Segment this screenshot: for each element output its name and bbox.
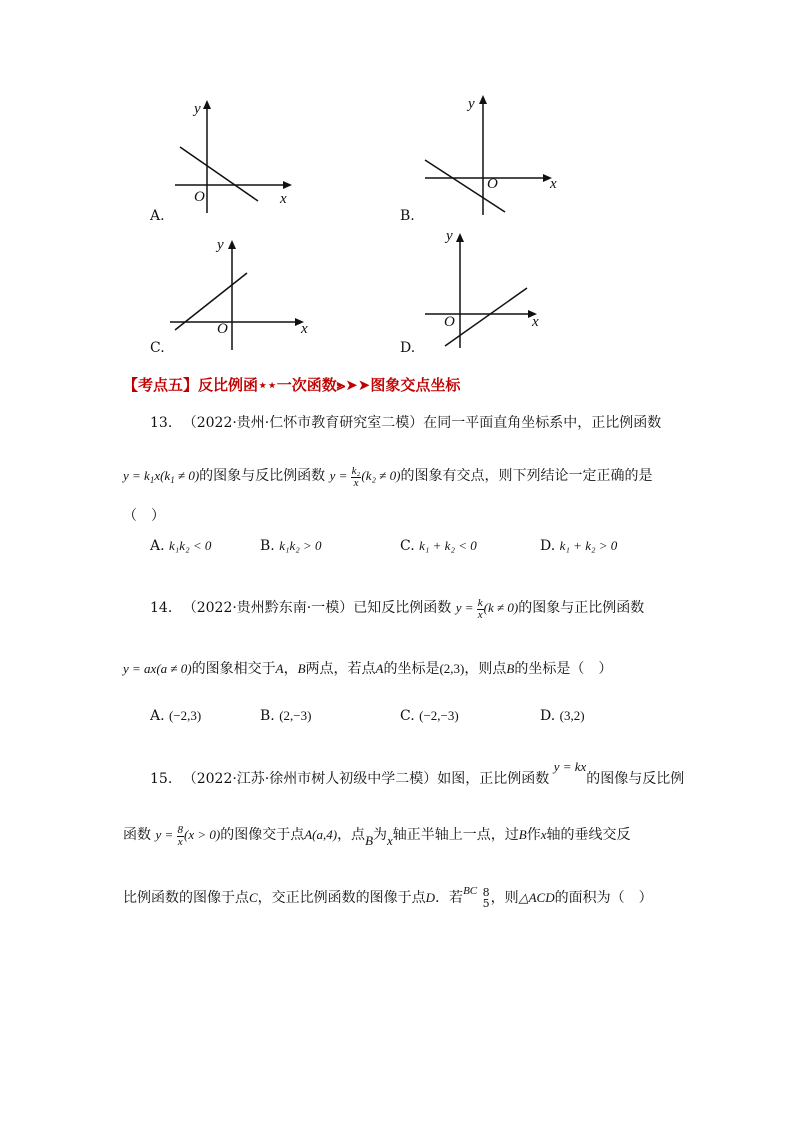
origin-label: O bbox=[194, 189, 205, 205]
q14-line1: 14. （2022·贵州黔东南·一模）已知反比例函数 y = $\frac{k}{x}$ (k ≠ 0)的图象与正比例函数 bbox=[150, 596, 645, 621]
q13-option-c[interactable]: C. k₁ + k₂ < 0 bbox=[400, 538, 477, 554]
q13-number: 13. bbox=[150, 415, 173, 431]
origin-label: O bbox=[444, 314, 455, 330]
graph-b-svg bbox=[410, 90, 570, 225]
q14-line2: y = ax(a ≠ 0)的图象相交于A，B两点，若点A的坐标是(2,3)，则点B的坐标是（ ） bbox=[123, 661, 613, 677]
q14-option-b[interactable]: B. (2,−3) bbox=[260, 708, 312, 724]
q13-text1: 在同一平面直角坐标系中，正比例函数 bbox=[423, 415, 662, 431]
x-axis-label: x bbox=[301, 321, 308, 337]
q14-f1: y = $\frac{k}{x}$ (k ≠ 0) bbox=[455, 596, 519, 621]
q15-line2: 函数 y = $\frac{8}{x}$ (x > 0)的图像交于点A(a,4)，点B为x轴正半轴上一点，过B作x轴的垂线交反 bbox=[123, 823, 631, 848]
y-axis-label: y bbox=[446, 228, 453, 244]
q13-source: （2022·贵州·仁怀市教育研究室二模） bbox=[182, 415, 424, 431]
y-axis-label: y bbox=[217, 237, 224, 253]
q13-f2: y = $\frac{\text{k₂}}{x}$ (k₂ ≠ 0) bbox=[329, 464, 401, 489]
option-c-label: C. bbox=[150, 340, 165, 356]
q14-option-d[interactable]: D. (3,2) bbox=[540, 708, 585, 724]
q14-source: （2022·贵州黔东南·一模） bbox=[182, 600, 354, 616]
graph-c bbox=[165, 235, 315, 355]
option-a-label: A. bbox=[150, 208, 165, 224]
q13-paren: （ ） bbox=[123, 508, 165, 524]
origin-label: O bbox=[217, 321, 228, 337]
q15-line1: 15. （2022·江苏·徐州市树人初级中学二模）如图，正比例函数 y = kx的图像与反比例 bbox=[150, 759, 685, 787]
q13-option-d[interactable]: D. k₁ + k₂ > 0 bbox=[540, 538, 618, 554]
graph-a bbox=[140, 95, 310, 225]
origin-label: O bbox=[487, 176, 498, 192]
option-d-label: D. bbox=[400, 340, 416, 356]
q15-f2: y = $\frac{8}{x}$ (x > 0) bbox=[155, 823, 221, 848]
graph-d bbox=[420, 228, 570, 353]
x-axis-label: x bbox=[280, 191, 287, 207]
y-axis-label: y bbox=[194, 101, 201, 117]
q15-line3: 比例函数的图像于点C，交正比例函数的图像于点D．若$^{BC}$ 8 5 ，则△ACD的面积为（ ） bbox=[123, 885, 653, 910]
q15-source: （2022·江苏·徐州市树人初级中学二模） bbox=[182, 771, 438, 787]
q13-option-a[interactable]: A. k₁k₂ < 0 bbox=[150, 538, 212, 554]
option-b-label: B. bbox=[400, 208, 415, 224]
graph-b bbox=[410, 90, 570, 225]
q14-option-a[interactable]: A. (−2,3) bbox=[150, 708, 202, 724]
q13-text3: 的图象有交点，则下列结论一定正确的是 bbox=[400, 468, 653, 484]
q13-option-b[interactable]: B. k₁k₂ > 0 bbox=[260, 538, 322, 554]
graph-c-svg bbox=[165, 235, 315, 355]
x-axis-label: x bbox=[550, 176, 557, 192]
q13-text2: 的图象与反比例函数 bbox=[199, 468, 326, 484]
q15-number: 15. bbox=[150, 771, 173, 787]
graph-d-svg bbox=[420, 228, 570, 353]
q13-line1 bbox=[150, 412, 661, 432]
q14-number: 14. bbox=[150, 600, 173, 616]
y-axis-label: y bbox=[468, 96, 475, 112]
q14-option-c[interactable]: C. (−2,−3) bbox=[400, 708, 459, 724]
x-axis-label: x bbox=[532, 314, 539, 330]
section-heading: 【考点五】反比例函⋆⋆一次函数⪢➤➤图象交点坐标 bbox=[123, 376, 461, 394]
q13-f1: $y = k_1x(k_1 \ne 0)$ bbox=[123, 468, 200, 485]
q13-line2 bbox=[123, 465, 652, 489]
